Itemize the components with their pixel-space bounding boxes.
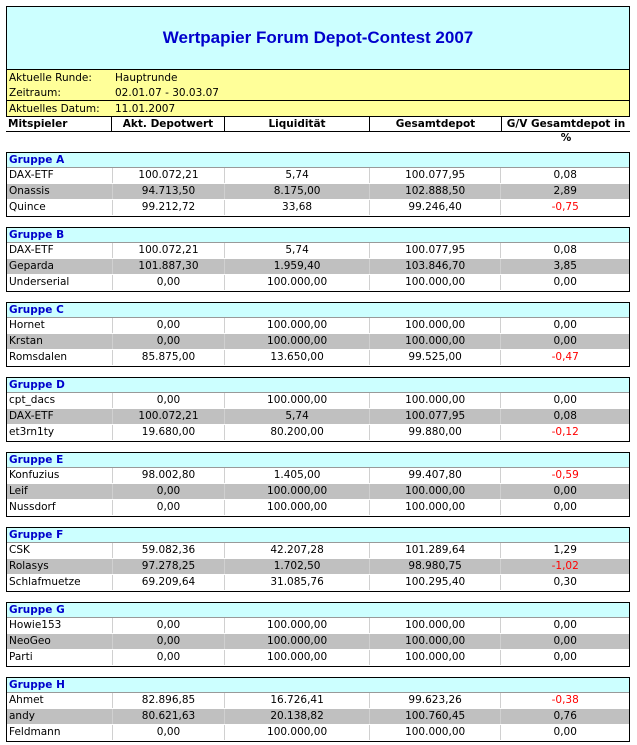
group-title: Gruppe F xyxy=(7,528,629,543)
table-row xyxy=(7,200,629,216)
player-cell: NeoGeo xyxy=(7,634,113,649)
depot-value-cell: 99.212,72 xyxy=(113,200,226,215)
col-header-liquidity: Liquidität xyxy=(225,117,370,131)
gv-percent-cell: -1,02 xyxy=(551,560,579,572)
gv-percent-cell: -0,75 xyxy=(551,201,579,213)
total-depot-cell: 100.000,00 xyxy=(370,393,502,408)
depot-value-cell: 0,00 xyxy=(113,484,226,499)
table-row xyxy=(7,409,629,425)
table-row xyxy=(7,334,629,350)
total-depot-cell: 100.000,00 xyxy=(370,618,502,633)
total-depot-cell: 100.077,95 xyxy=(370,409,502,424)
depot-value-cell: 0,00 xyxy=(113,634,226,649)
info-row-round xyxy=(7,70,629,85)
player-cell: Feldmann xyxy=(7,725,113,740)
player-cell: Quince xyxy=(7,200,113,215)
group-title: Gruppe C xyxy=(7,303,629,318)
total-depot-cell: 103.846,70 xyxy=(370,259,502,274)
player-cell: et3rn1ty xyxy=(7,425,113,440)
group-block xyxy=(6,452,630,517)
group-block xyxy=(6,527,630,592)
liquidity-cell: 100.000,00 xyxy=(225,334,370,349)
info-block xyxy=(6,70,630,117)
gv-percent-cell: 0,00 xyxy=(553,276,577,288)
group-title: Gruppe D xyxy=(7,378,629,393)
liquidity-cell: 1.959,40 xyxy=(225,259,370,274)
table-row xyxy=(7,425,629,441)
depot-value-cell: 69.209,64 xyxy=(113,575,226,590)
liquidity-cell: 20.138,82 xyxy=(225,709,370,724)
gv-percent-cell: 3,85 xyxy=(553,260,577,272)
info-value: 02.01.07 - 30.03.07 xyxy=(115,86,219,99)
player-cell: Rolasys xyxy=(7,559,113,574)
group-title: Gruppe H xyxy=(7,678,629,693)
player-cell: Hornet xyxy=(7,318,113,333)
player-cell: andy xyxy=(7,709,113,724)
table-row xyxy=(7,500,629,516)
total-depot-cell: 102.888,50 xyxy=(370,184,502,199)
gv-percent-cell: 0,00 xyxy=(553,619,577,631)
player-cell: Howie153 xyxy=(7,618,113,633)
depot-value-cell: 85.875,00 xyxy=(113,350,226,365)
table-row xyxy=(7,350,629,366)
depot-value-cell: 0,00 xyxy=(113,650,226,665)
total-depot-cell: 100.000,00 xyxy=(370,334,502,349)
depot-value-cell: 80.621,63 xyxy=(113,709,226,724)
total-depot-cell: 100.077,95 xyxy=(370,243,502,258)
liquidity-cell: 80.200,00 xyxy=(225,425,370,440)
liquidity-cell: 100.000,00 xyxy=(225,725,370,740)
page-title: Wertpapier Forum Depot-Contest 2007 xyxy=(162,28,474,47)
info-label: Zeitraum: xyxy=(9,86,61,99)
depot-value-cell: 0,00 xyxy=(113,618,226,633)
player-cell: Konfuzius xyxy=(7,468,113,483)
depot-value-cell: 100.072,21 xyxy=(113,243,226,258)
info-value: Hauptrunde xyxy=(115,71,178,84)
group-block xyxy=(6,602,630,667)
title-banner xyxy=(6,6,630,70)
total-depot-cell: 100.000,00 xyxy=(370,318,502,333)
gv-percent-cell: 0,08 xyxy=(553,410,577,422)
player-cell: Nussdorf xyxy=(7,500,113,515)
table-row xyxy=(7,559,629,575)
col-header-gv: G/V Gesamtdepot in % xyxy=(506,118,626,144)
group-block xyxy=(6,152,630,217)
player-cell: Geparda xyxy=(7,259,113,274)
gv-percent-cell: 0,00 xyxy=(553,726,577,738)
total-depot-cell: 100.000,00 xyxy=(370,650,502,665)
gv-percent-cell: 0,00 xyxy=(553,485,577,497)
liquidity-cell: 5,74 xyxy=(225,409,370,424)
liquidity-cell: 100.000,00 xyxy=(225,393,370,408)
col-header-depot: Akt. Depotwert xyxy=(112,117,225,131)
total-depot-cell: 100.000,00 xyxy=(370,500,502,515)
depot-value-cell: 98.002,80 xyxy=(113,468,226,483)
table-row xyxy=(7,693,629,709)
player-cell: CSK xyxy=(7,543,113,558)
col-header-total: Gesamtdepot xyxy=(370,117,502,131)
table-row xyxy=(7,168,629,184)
gv-percent-cell: -0,12 xyxy=(551,426,579,438)
player-cell: Romsdalen xyxy=(7,350,113,365)
liquidity-cell: 100.000,00 xyxy=(225,500,370,515)
depot-value-cell: 0,00 xyxy=(113,500,226,515)
table-row xyxy=(7,543,629,559)
info-value: 11.01.2007 xyxy=(115,102,176,115)
liquidity-cell: 1.405,00 xyxy=(225,468,370,483)
player-cell: DAX-ETF xyxy=(7,243,113,258)
col-header-player: Mitspieler xyxy=(6,117,112,131)
total-depot-cell: 100.000,00 xyxy=(370,634,502,649)
gv-percent-cell: 0,00 xyxy=(553,335,577,347)
group-title: Gruppe E xyxy=(7,453,629,468)
depot-value-cell: 82.896,85 xyxy=(113,693,226,708)
table-row xyxy=(7,318,629,334)
table-row xyxy=(7,575,629,591)
gv-percent-cell: 0,76 xyxy=(553,710,577,722)
info-label: Aktuelles Datum: xyxy=(9,102,100,115)
gv-percent-cell: 0,00 xyxy=(553,501,577,513)
liquidity-cell: 100.000,00 xyxy=(225,618,370,633)
group-block xyxy=(6,377,630,442)
total-depot-cell: 100.077,95 xyxy=(370,168,502,183)
depot-value-cell: 0,00 xyxy=(113,318,226,333)
group-title: Gruppe G xyxy=(7,603,629,618)
player-cell: Onassis xyxy=(7,184,113,199)
depot-value-cell: 100.072,21 xyxy=(113,409,226,424)
info-row-date xyxy=(7,100,629,117)
player-cell: DAX-ETF xyxy=(7,168,113,183)
table-row xyxy=(7,184,629,200)
depot-value-cell: 97.278,25 xyxy=(113,559,226,574)
player-cell: Ahmet xyxy=(7,693,113,708)
table-row xyxy=(7,243,629,259)
total-depot-cell: 100.000,00 xyxy=(370,725,502,740)
liquidity-cell: 8.175,00 xyxy=(225,184,370,199)
total-depot-cell: 101.289,64 xyxy=(370,543,502,558)
info-label: Aktuelle Runde: xyxy=(9,71,92,84)
depot-value-cell: 0,00 xyxy=(113,393,226,408)
table-row xyxy=(7,709,629,725)
liquidity-cell: 100.000,00 xyxy=(225,484,370,499)
table-row xyxy=(7,725,629,741)
player-cell: Underserial xyxy=(7,275,113,290)
liquidity-cell: 33,68 xyxy=(225,200,370,215)
group-title: Gruppe B xyxy=(7,228,629,243)
total-depot-cell: 100.295,40 xyxy=(370,575,502,590)
liquidity-cell: 13.650,00 xyxy=(225,350,370,365)
group-block xyxy=(6,227,630,292)
table-row xyxy=(7,275,629,291)
total-depot-cell: 100.000,00 xyxy=(370,275,502,290)
column-header-row xyxy=(6,117,630,144)
liquidity-cell: 100.000,00 xyxy=(225,634,370,649)
gv-percent-cell: -0,59 xyxy=(551,469,579,481)
depot-value-cell: 101.887,30 xyxy=(113,259,226,274)
table-row xyxy=(7,468,629,484)
liquidity-cell: 100.000,00 xyxy=(225,650,370,665)
info-row-period xyxy=(7,85,629,100)
gv-percent-cell: -0,47 xyxy=(551,351,579,363)
liquidity-cell: 100.000,00 xyxy=(225,275,370,290)
depot-value-cell: 94.713,50 xyxy=(113,184,226,199)
gv-percent-cell: 2,89 xyxy=(553,185,577,197)
total-depot-cell: 98.980,75 xyxy=(370,559,502,574)
depot-value-cell: 19.680,00 xyxy=(113,425,226,440)
depot-value-cell: 0,00 xyxy=(113,275,226,290)
liquidity-cell: 31.085,76 xyxy=(225,575,370,590)
total-depot-cell: 100.000,00 xyxy=(370,484,502,499)
gv-percent-cell: 0,00 xyxy=(553,651,577,663)
group-block xyxy=(6,677,630,742)
total-depot-cell: 100.760,45 xyxy=(370,709,502,724)
gv-percent-cell: -0,38 xyxy=(551,694,579,706)
gv-percent-cell: 0,08 xyxy=(553,244,577,256)
player-cell: Leif xyxy=(7,484,113,499)
total-depot-cell: 99.880,00 xyxy=(370,425,502,440)
depot-value-cell: 0,00 xyxy=(113,725,226,740)
gv-percent-cell: 0,00 xyxy=(553,394,577,406)
player-cell: DAX-ETF xyxy=(7,409,113,424)
total-depot-cell: 99.623,26 xyxy=(370,693,502,708)
total-depot-cell: 99.525,00 xyxy=(370,350,502,365)
liquidity-cell: 16.726,41 xyxy=(225,693,370,708)
total-depot-cell: 99.246,40 xyxy=(370,200,502,215)
depot-value-cell: 100.072,21 xyxy=(113,168,226,183)
gv-percent-cell: 0,08 xyxy=(553,169,577,181)
total-depot-cell: 99.407,80 xyxy=(370,468,502,483)
table-row xyxy=(7,259,629,275)
depot-value-cell: 59.082,36 xyxy=(113,543,226,558)
group-title: Gruppe A xyxy=(7,153,629,168)
liquidity-cell: 5,74 xyxy=(225,243,370,258)
player-cell: Schlafmuetze xyxy=(7,575,113,590)
player-cell: Parti xyxy=(7,650,113,665)
depot-value-cell: 0,00 xyxy=(113,334,226,349)
table-row xyxy=(7,618,629,634)
liquidity-cell: 42.207,28 xyxy=(225,543,370,558)
table-row xyxy=(7,393,629,409)
table-row xyxy=(7,484,629,500)
gv-percent-cell: 0,00 xyxy=(553,635,577,647)
liquidity-cell: 1.702,50 xyxy=(225,559,370,574)
player-cell: Krstan xyxy=(7,334,113,349)
gv-percent-cell: 0,00 xyxy=(553,319,577,331)
liquidity-cell: 100.000,00 xyxy=(225,318,370,333)
liquidity-cell: 5,74 xyxy=(225,168,370,183)
table-row xyxy=(7,650,629,666)
depot-contest-sheet xyxy=(6,6,630,144)
table-row xyxy=(7,634,629,650)
group-block xyxy=(6,302,630,367)
gv-percent-cell: 1,29 xyxy=(553,544,577,556)
gv-percent-cell: 0,30 xyxy=(553,576,577,588)
player-cell: cpt_dacs xyxy=(7,393,113,408)
